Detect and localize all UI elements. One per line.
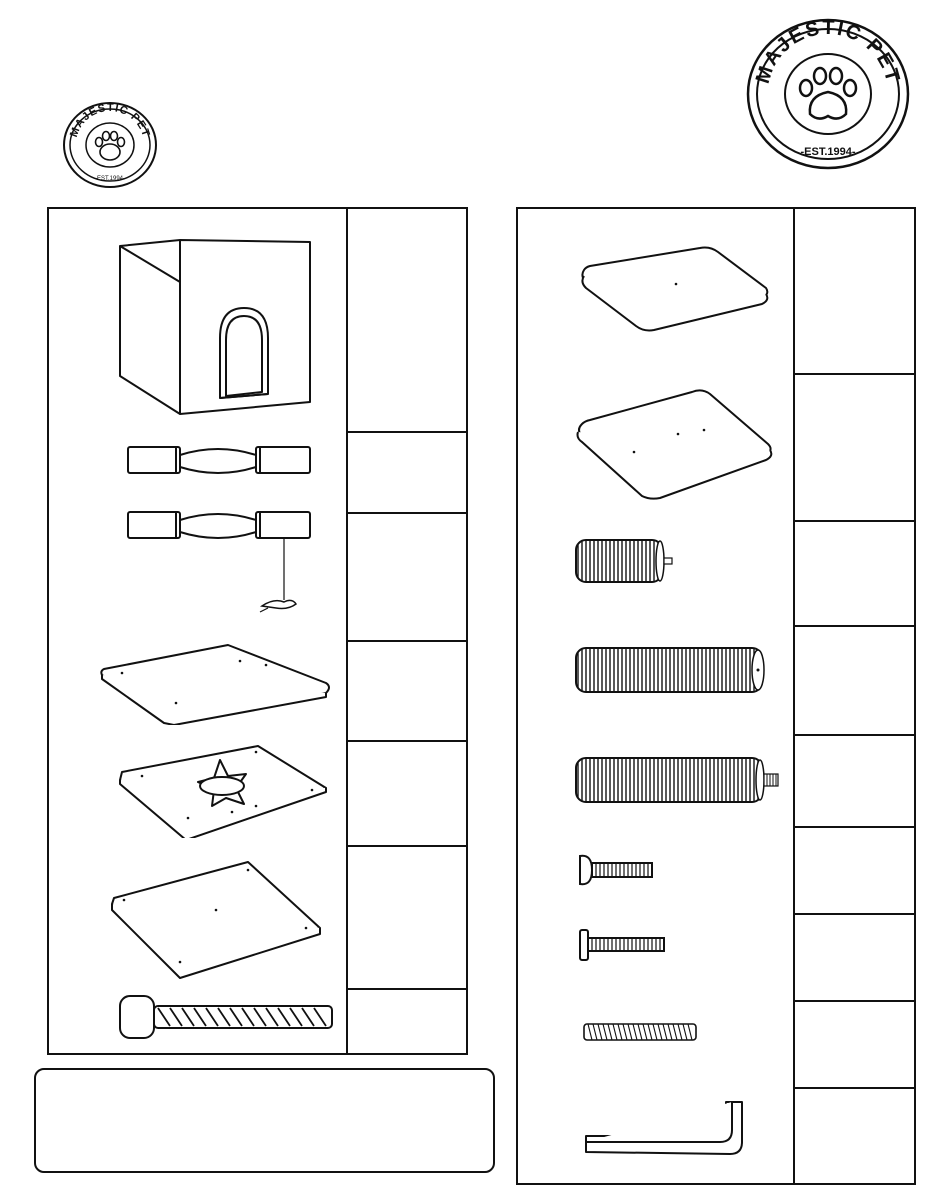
table-row-divider <box>793 1000 914 1002</box>
brand-est-large: -EST.1994- <box>800 146 856 158</box>
short-bolt-image <box>576 852 656 888</box>
threaded-rod-image <box>582 1020 698 1044</box>
table-column-divider <box>346 209 348 1053</box>
medium-board-image <box>574 388 778 500</box>
table-row-divider <box>793 913 914 915</box>
table-row-divider <box>346 640 466 642</box>
parts-table-right <box>516 207 916 1185</box>
long-post-image <box>572 646 768 694</box>
hammock-bar-with-toy-image <box>124 508 314 624</box>
table-column-divider <box>793 209 795 1183</box>
table-row-divider <box>346 988 466 990</box>
allen-wrench-image <box>580 1098 746 1158</box>
long-post-threaded-image <box>572 756 782 804</box>
platform-star-opening-image <box>116 742 332 838</box>
sisal-rope-image <box>118 994 338 1040</box>
notice-box <box>34 1068 495 1173</box>
condo-cube-image <box>116 238 316 420</box>
table-row-divider <box>793 520 914 522</box>
long-bolt-image <box>578 928 668 962</box>
table-row-divider <box>346 740 466 742</box>
brand-name-small: MAJESTIC PET <box>67 102 152 139</box>
table-row-divider <box>346 512 466 514</box>
hammock-bar-plain-image <box>124 441 314 479</box>
table-row-divider <box>793 625 914 627</box>
brand-est-small: -EST.1994- <box>94 176 126 182</box>
table-row-divider <box>346 845 466 847</box>
short-post-image <box>572 538 676 584</box>
table-row-divider <box>793 373 914 375</box>
platform-rounded-image <box>98 643 334 725</box>
brand-logo-small <box>62 102 158 188</box>
table-row-divider <box>793 826 914 828</box>
small-top-board-image <box>576 246 774 338</box>
table-row-divider <box>793 1087 914 1089</box>
brand-logo-large <box>746 18 910 170</box>
brand-name-large: MAJESTIC PET <box>751 18 905 87</box>
table-row-divider <box>346 431 466 433</box>
table-row-divider <box>793 734 914 736</box>
base-board-image <box>108 858 326 982</box>
